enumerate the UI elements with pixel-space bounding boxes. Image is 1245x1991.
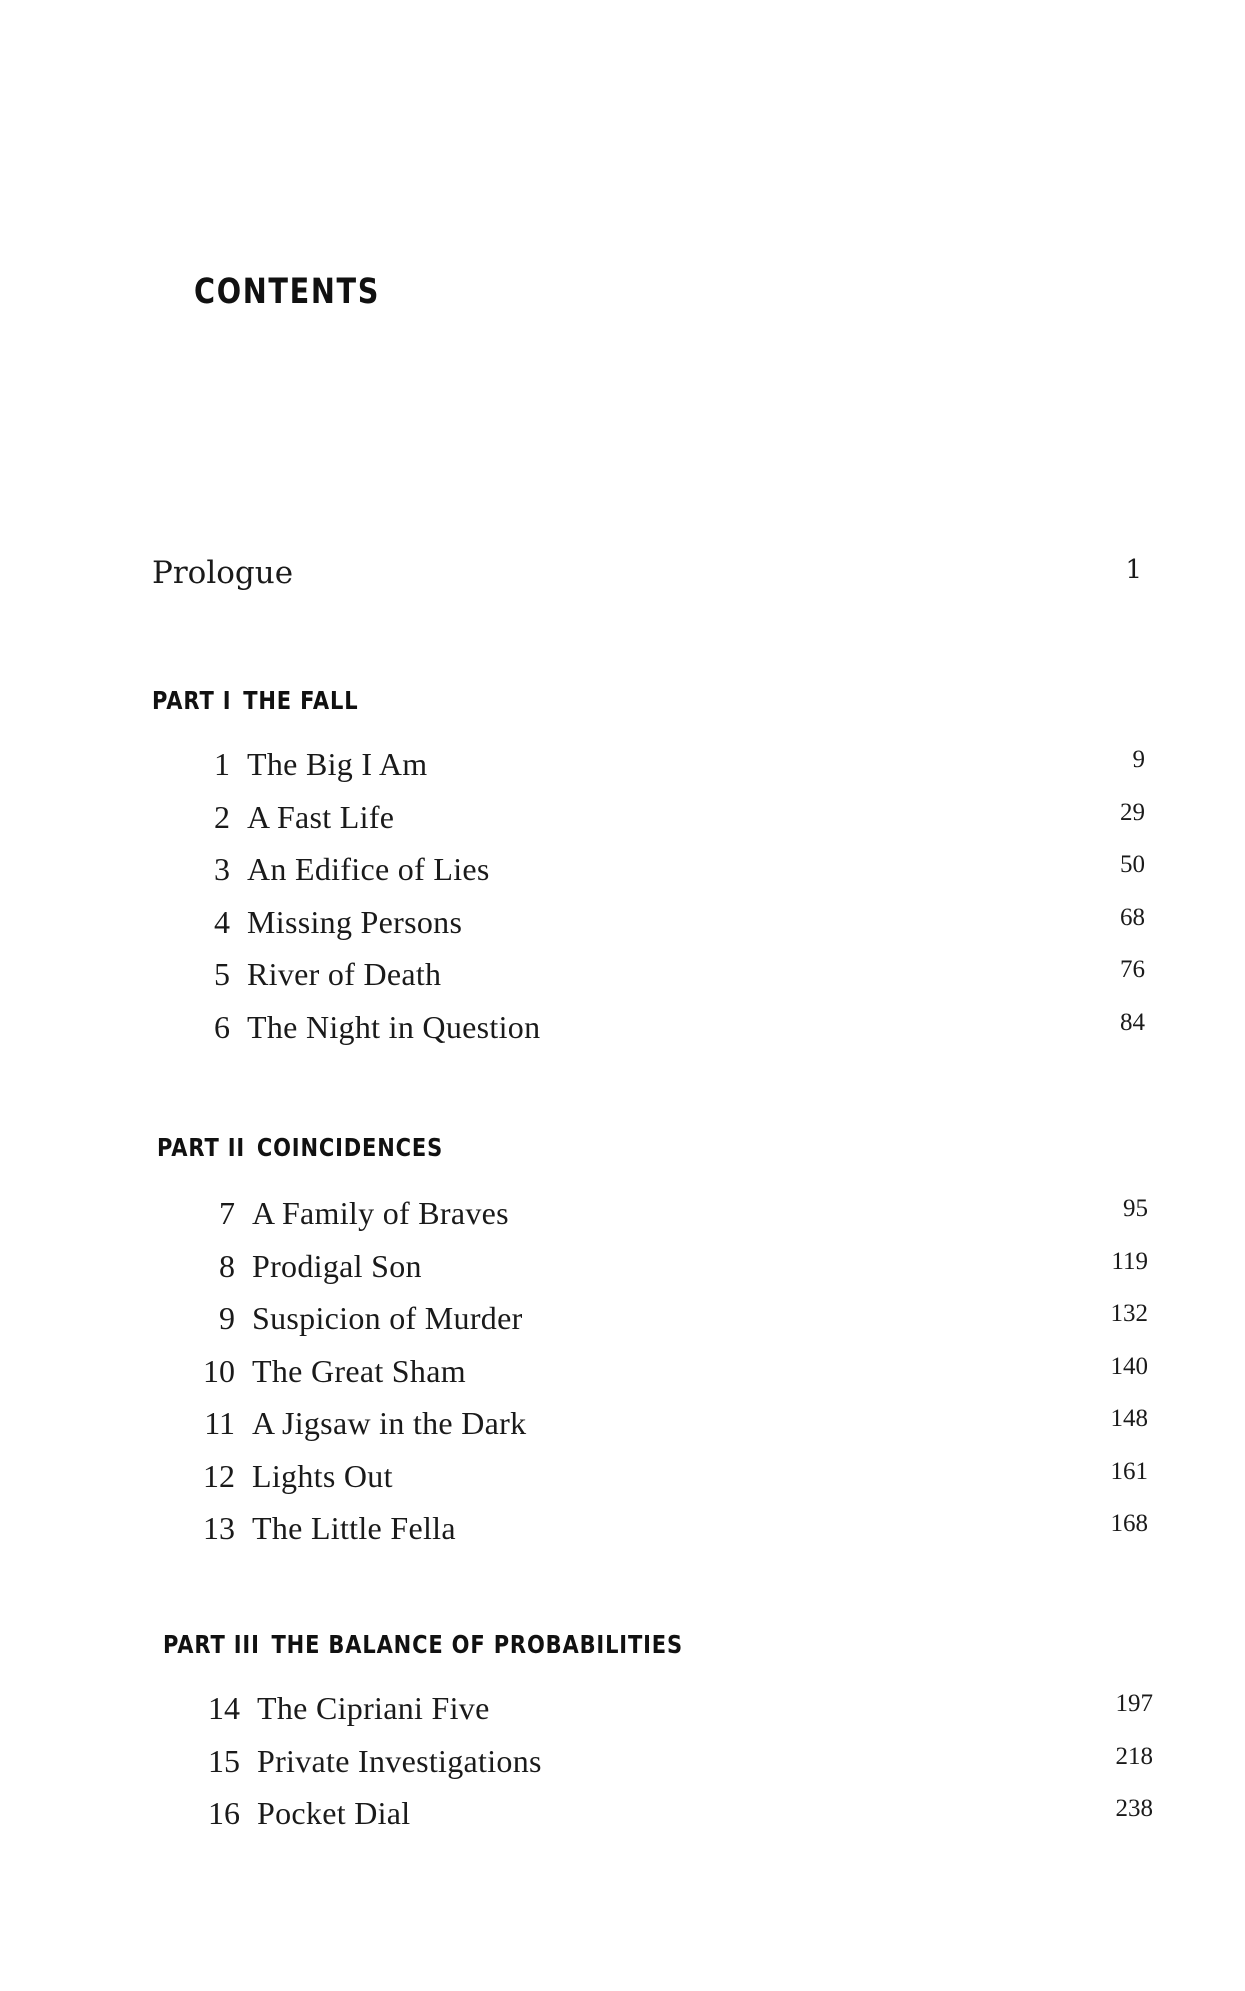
chapter-title: Missing Persons <box>247 903 463 940</box>
prologue-title: Prologue <box>152 555 294 591</box>
chapter-number: 12 <box>203 1457 235 1494</box>
chapter-entry <box>190 1403 1148 1456</box>
chapter-entry <box>185 849 1145 902</box>
chapter-entry <box>190 1298 1148 1351</box>
chapter-entry <box>190 1456 1148 1509</box>
part-heading <box>163 1630 683 1659</box>
part-title: THE FALL <box>243 686 359 715</box>
chapter-title: River of Death <box>247 956 442 992</box>
chapter-entry <box>190 1193 1148 1246</box>
chapter-page-number: 68 <box>1120 903 1145 931</box>
chapter-number: 15 <box>208 1742 240 1779</box>
part-heading <box>152 686 358 715</box>
chapter-title: Private Investigations <box>257 1742 542 1779</box>
chapter-entry <box>185 1007 1145 1060</box>
chapter-page-number: 168 <box>1110 1510 1148 1537</box>
chapter-page-number: 76 <box>1120 956 1145 983</box>
chapter-entry <box>190 1246 1148 1299</box>
chapter-title: Pocket Dial <box>257 1795 411 1831</box>
chapter-page-number: 50 <box>1120 851 1145 878</box>
chapter-entry <box>185 954 1145 1007</box>
chapter-list <box>185 744 1145 1059</box>
chapter-page-number: 9 <box>1132 746 1145 773</box>
chapter-number: 2 <box>214 798 230 835</box>
chapter-entry <box>195 1688 1153 1741</box>
chapter-entry <box>185 902 1145 955</box>
page-title: CONTENTS <box>194 272 381 312</box>
chapter-title: The Cipriani Five <box>257 1690 490 1726</box>
part-label: PART III <box>163 1630 260 1659</box>
chapter-number: 5 <box>214 956 230 992</box>
chapter-list <box>195 1688 1153 1846</box>
part-title: COINCIDENCES <box>256 1133 444 1162</box>
chapter-entry <box>190 1351 1148 1404</box>
chapter-title: Prodigal Son <box>252 1247 422 1284</box>
chapter-number: 7 <box>219 1195 235 1231</box>
chapter-entry <box>195 1793 1153 1846</box>
chapter-list <box>190 1193 1148 1561</box>
chapter-number: 13 <box>203 1510 235 1546</box>
chapter-number: 8 <box>219 1247 235 1284</box>
chapter-page-number: 197 <box>1115 1690 1153 1717</box>
chapter-title: Suspicion of Murder <box>252 1300 523 1336</box>
chapter-page-number: 218 <box>1115 1742 1153 1770</box>
chapter-title: An Edifice of Lies <box>247 851 490 887</box>
prologue-entry <box>152 555 1142 605</box>
chapter-entry <box>195 1741 1153 1794</box>
chapter-page-number: 29 <box>1120 798 1145 826</box>
chapter-entry <box>185 744 1145 797</box>
chapter-title: A Family of Braves <box>252 1195 509 1231</box>
chapter-title: The Great Sham <box>252 1352 466 1389</box>
chapter-title: A Jigsaw in the Dark <box>252 1405 527 1441</box>
part-title: THE BALANCE OF PROBABILITIES <box>271 1630 683 1659</box>
chapter-page-number: 84 <box>1120 1008 1145 1036</box>
chapter-page-number: 161 <box>1110 1457 1148 1485</box>
part-heading <box>157 1133 443 1162</box>
chapter-number: 1 <box>214 746 230 782</box>
chapter-number: 6 <box>214 1008 230 1045</box>
chapter-number: 14 <box>208 1690 240 1726</box>
chapter-number: 9 <box>219 1300 235 1336</box>
chapter-title: Lights Out <box>252 1457 393 1494</box>
chapter-number: 16 <box>208 1795 240 1831</box>
chapter-entry <box>190 1508 1148 1561</box>
part-label: PART II <box>157 1133 246 1162</box>
chapter-title: The Big I Am <box>247 746 428 782</box>
part-label: PART I <box>152 686 232 715</box>
chapter-page-number: 132 <box>1110 1300 1148 1327</box>
chapter-title: The Little Fella <box>252 1510 456 1546</box>
chapter-number: 11 <box>204 1405 235 1441</box>
chapter-title: A Fast Life <box>247 798 395 835</box>
chapter-page-number: 238 <box>1115 1795 1153 1822</box>
chapter-page-number: 119 <box>1111 1247 1148 1275</box>
chapter-number: 3 <box>214 851 230 887</box>
chapter-number: 4 <box>214 903 230 940</box>
chapter-page-number: 95 <box>1123 1195 1148 1222</box>
prologue-page-number: 1 <box>1125 555 1142 585</box>
chapter-page-number: 148 <box>1110 1405 1148 1432</box>
chapter-page-number: 140 <box>1110 1352 1148 1380</box>
chapter-title: The Night in Question <box>247 1008 541 1045</box>
chapter-entry <box>185 797 1145 850</box>
chapter-number: 10 <box>203 1352 235 1389</box>
